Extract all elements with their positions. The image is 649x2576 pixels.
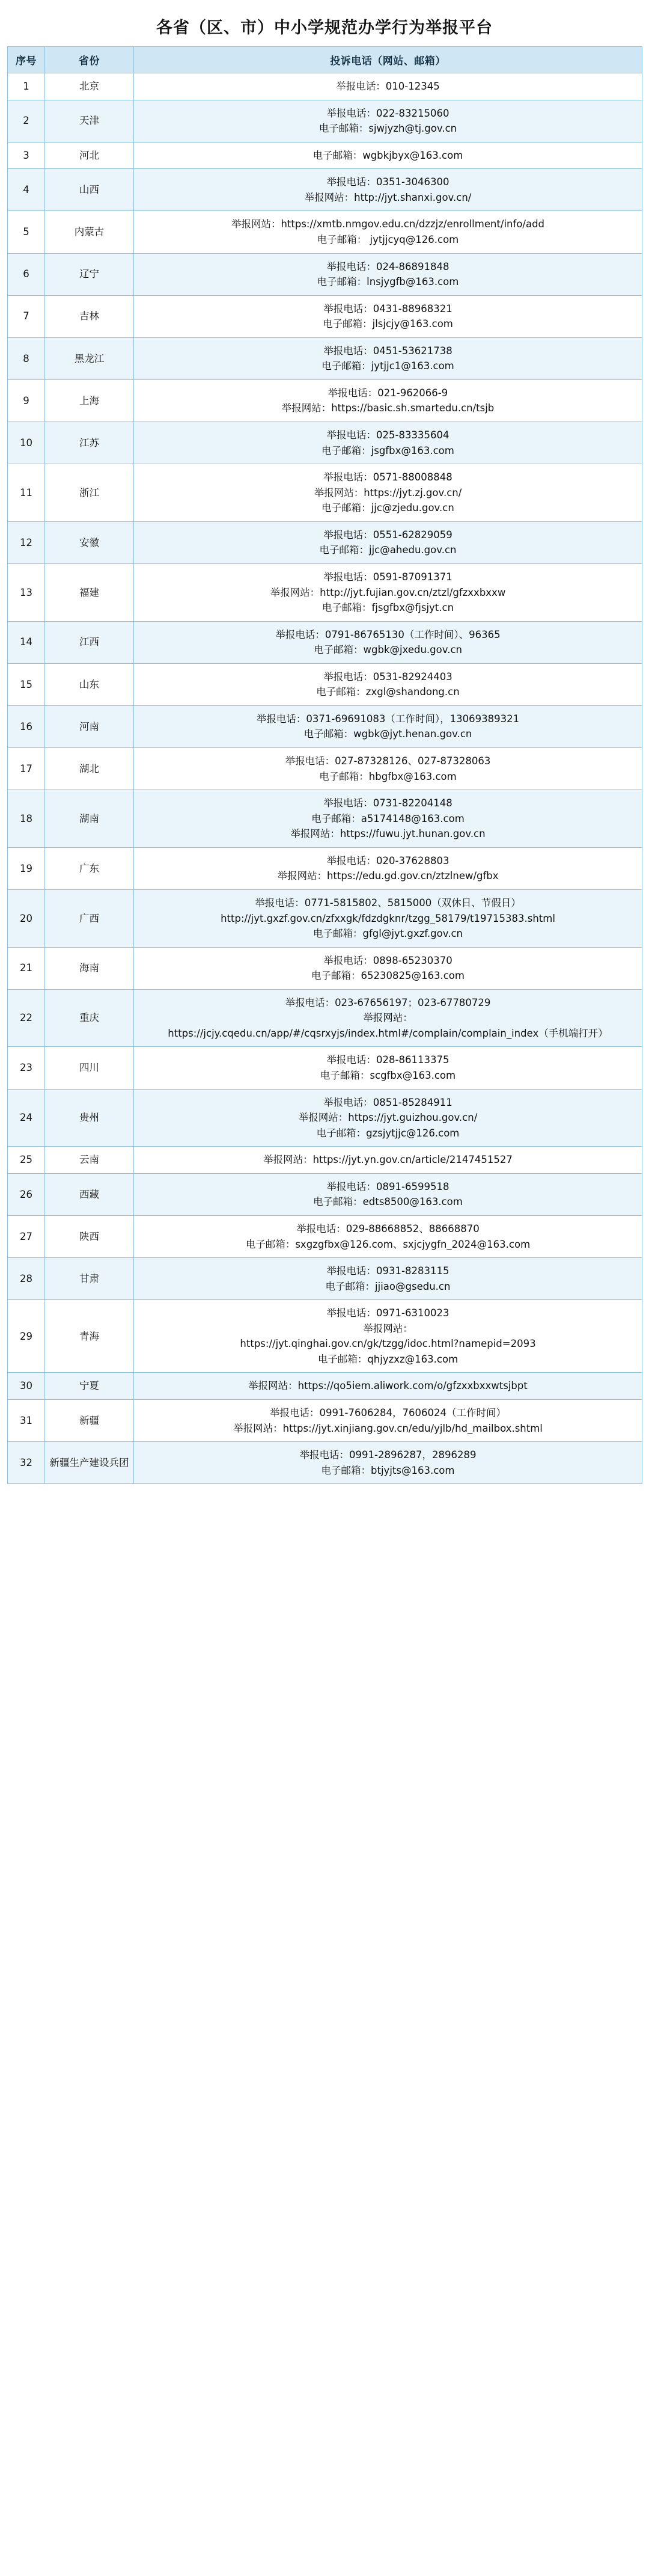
row-index: 11 (8, 464, 45, 522)
row-index: 15 (8, 663, 45, 705)
row-province: 吉林 (45, 295, 134, 337)
contact-line: 举报网站：https://qo5iem.aliwork.com/o/gfzxxbxxwtsjbpt (248, 1380, 528, 1392)
row-index: 26 (8, 1173, 45, 1215)
row-index: 12 (8, 521, 45, 563)
table-row (8, 1089, 642, 1147)
table-row (8, 295, 642, 337)
contact-line: 举报网站：https://jyt.zj.gov.cn/ (314, 486, 462, 498)
row-province: 黑龙江 (45, 337, 134, 379)
table-row (8, 337, 642, 379)
table-row (8, 521, 642, 563)
table-row (8, 1400, 642, 1442)
contact-line: 举报电话：0351-3046300 (326, 176, 449, 188)
row-contact (134, 748, 642, 790)
row-contact (134, 1442, 642, 1484)
row-index: 1 (8, 73, 45, 100)
row-index: 24 (8, 1089, 45, 1147)
row-province: 四川 (45, 1047, 134, 1089)
row-province: 天津 (45, 100, 134, 142)
row-province: 湖南 (45, 790, 134, 848)
row-index: 22 (8, 989, 45, 1047)
table-row (8, 100, 642, 142)
contact-line: 举报网站： (363, 1322, 413, 1334)
contact-line: 电子邮箱：qhjyzxz@163.com (317, 1353, 459, 1365)
row-contact (134, 337, 642, 379)
row-index: 10 (8, 422, 45, 464)
row-index: 13 (8, 563, 45, 621)
contact-line: 电子邮箱：scgfbx@163.com (320, 1070, 456, 1081)
table-row (8, 1258, 642, 1300)
row-contact (134, 947, 642, 989)
contact-line: 电子邮箱：btjyjts@163.com (321, 1464, 455, 1476)
row-contact (134, 1258, 642, 1300)
row-contact (134, 169, 642, 211)
row-province: 河北 (45, 142, 134, 169)
row-contact (134, 1173, 642, 1215)
row-index: 5 (8, 211, 45, 253)
contact-line: 电子邮箱：a5174148@163.com (311, 812, 465, 824)
row-index: 9 (8, 379, 45, 422)
contact-line: 举报电话：0431-88968321 (323, 302, 452, 314)
row-index: 30 (8, 1373, 45, 1400)
row-contact (134, 1300, 642, 1373)
contact-line: 举报电话：0791-86765130（工作时间）、96365 (275, 628, 501, 640)
contact-line: 举报电话：0991-2896287，2896289 (299, 1449, 477, 1461)
contact-line: 电子邮箱：sxgzgfbx@126.com、sxjcjygfn_2024@163.com (245, 1238, 531, 1250)
row-province: 陕西 (45, 1215, 134, 1257)
table-row (8, 889, 642, 947)
contact-line: 举报电话：0971-6310023 (326, 1307, 449, 1319)
row-contact (134, 73, 642, 100)
row-index: 27 (8, 1215, 45, 1257)
contact-line: 举报电话：0898-65230370 (323, 954, 452, 966)
column-header-index: 序号 (8, 47, 45, 73)
contact-line: 电子邮箱：wgbkjbyx@163.com (312, 149, 463, 161)
row-contact (134, 847, 642, 889)
contact-line: 电子邮箱：jjc@zjedu.gov.cn (321, 502, 454, 514)
row-index: 21 (8, 947, 45, 989)
table-row (8, 1300, 642, 1373)
contact-line: 举报电话：0591-87091371 (323, 571, 452, 583)
table-row (8, 379, 642, 422)
contact-line: 电子邮箱：sjwjyzh@tj.gov.cn (318, 123, 457, 135)
report-platform-table (7, 46, 642, 1484)
table-row (8, 1442, 642, 1484)
contact-line: 电子邮箱：jjc@ahedu.gov.cn (319, 544, 457, 556)
row-contact (134, 663, 642, 705)
contact-line: 举报电话：0731-82204148 (323, 797, 452, 809)
contact-line: 举报电话：0991-7606284，7606024（工作时间） (270, 1407, 506, 1418)
row-province: 上海 (45, 379, 134, 422)
contact-line: 电子邮箱：jytjjc1@163.com (321, 360, 454, 372)
row-province: 内蒙古 (45, 211, 134, 253)
row-contact (134, 422, 642, 464)
row-index: 14 (8, 621, 45, 663)
row-contact (134, 705, 642, 747)
contact-line: 举报电话：027-87328126、027-87328063 (285, 755, 491, 767)
contact-line: 电子邮箱：hbgfbx@163.com (319, 770, 457, 782)
row-index: 4 (8, 169, 45, 211)
row-province: 云南 (45, 1147, 134, 1174)
row-index: 32 (8, 1442, 45, 1484)
row-province: 山东 (45, 663, 134, 705)
row-contact (134, 1400, 642, 1442)
row-index: 29 (8, 1300, 45, 1373)
row-index: 8 (8, 337, 45, 379)
contact-line: 电子邮箱：65230825@163.com (311, 970, 465, 982)
row-contact (134, 1089, 642, 1147)
contact-line: 电子邮箱：wgbk@jxedu.gov.cn (314, 644, 462, 656)
column-header-contact: 投诉电话（网站、邮箱） (134, 47, 642, 73)
row-province: 浙江 (45, 464, 134, 522)
row-province: 辽宁 (45, 253, 134, 295)
contact-line: 电子邮箱：edts8500@163.com (313, 1196, 463, 1208)
row-index: 16 (8, 705, 45, 747)
row-contact (134, 211, 642, 253)
contact-line: 举报电话：020-37628803 (326, 854, 449, 866)
row-province: 海南 (45, 947, 134, 989)
table-header-row (8, 47, 642, 73)
contact-line: https://jcjy.cqedu.cn/app/#/cqsrxyjs/index.html#/complain/complain_index（手机端打开） (168, 1027, 608, 1039)
row-province: 福建 (45, 563, 134, 621)
row-index: 19 (8, 847, 45, 889)
contact-line: 举报电话：022-83215060 (326, 107, 449, 119)
contact-line: 举报电话：0931-8283115 (326, 1265, 449, 1277)
contact-line: https://jyt.qinghai.gov.cn/gk/tzgg/idoc.html?namepid=2093 (240, 1338, 536, 1350)
row-index: 18 (8, 790, 45, 848)
table-row (8, 1373, 642, 1400)
row-contact (134, 1147, 642, 1174)
contact-line: 举报电话：023-67656197；023-67780729 (285, 996, 491, 1008)
row-province: 宁夏 (45, 1373, 134, 1400)
contact-line: 举报网站：https://jyt.xinjiang.gov.cn/edu/yjlb/hd_mailbox.shtml (233, 1422, 543, 1434)
row-province: 广东 (45, 847, 134, 889)
row-index: 17 (8, 748, 45, 790)
table-row (8, 989, 642, 1047)
contact-line: 举报电话：0771-5815802、5815000（双休日、节假日） (255, 897, 521, 909)
row-contact (134, 621, 642, 663)
row-index: 31 (8, 1400, 45, 1442)
contact-line: 电子邮箱：lnsjygfb@163.com (317, 276, 459, 288)
contact-line: 举报电话：0891-6599518 (326, 1180, 449, 1192)
table-row (8, 621, 642, 663)
contact-line: 举报网站：https://fuwu.jyt.hunan.gov.cn (290, 828, 486, 840)
contact-line: 举报电话：0851-85284911 (323, 1096, 452, 1108)
contact-line: 电子邮箱：fjsgfbx@fjsjyt.cn (321, 602, 454, 614)
row-province: 新疆 (45, 1400, 134, 1442)
contact-line: 电子邮箱：wgbk@jyt.henan.gov.cn (303, 728, 472, 740)
row-contact (134, 989, 642, 1047)
contact-line: 电子邮箱： jytjjcyq@126.com (317, 233, 459, 245)
table-row (8, 847, 642, 889)
contact-line: 举报网站：http://jyt.fujian.gov.cn/ztzl/gfzxxbxxw (270, 586, 506, 598)
contact-line: 举报网站：https://edu.gd.gov.cn/ztzlnew/gfbx (277, 870, 499, 882)
contact-line: 举报网站：https://basic.sh.smartedu.cn/tsjb (281, 402, 495, 414)
contact-line: 举报电话：0451-53621738 (323, 345, 452, 357)
contact-line: 举报网站：https://jyt.guizhou.gov.cn/ (298, 1112, 478, 1124)
table-row (8, 211, 642, 253)
row-index: 3 (8, 142, 45, 169)
row-index: 2 (8, 100, 45, 142)
row-province: 甘肃 (45, 1258, 134, 1300)
table-row (8, 947, 642, 989)
row-province: 河南 (45, 705, 134, 747)
contact-line: 举报网站：https://jyt.yn.gov.cn/article/2147451527 (263, 1154, 513, 1166)
row-contact (134, 253, 642, 295)
contact-line: 举报电话：028-86113375 (326, 1054, 449, 1066)
contact-line: 举报电话：029-88668852、88668870 (296, 1222, 480, 1234)
table-row (8, 790, 642, 848)
row-province: 广西 (45, 889, 134, 947)
row-contact (134, 142, 642, 169)
row-province: 北京 (45, 73, 134, 100)
row-province: 重庆 (45, 989, 134, 1047)
page-title: 各省（区、市）中小学规范办学行为举报平台 (156, 19, 493, 37)
contact-line: 举报电话：0571-88008848 (323, 471, 452, 483)
contact-line: 电子邮箱：jjiao@gsedu.cn (325, 1280, 451, 1292)
table-row (8, 73, 642, 100)
row-province: 湖北 (45, 748, 134, 790)
table-row (8, 563, 642, 621)
row-contact (134, 521, 642, 563)
contact-line: 举报网站：https://xmtb.nmgov.edu.cn/dzzjz/enrollment/info/add (231, 218, 545, 230)
row-contact (134, 464, 642, 522)
row-province: 青海 (45, 1300, 134, 1373)
contact-line: 电子邮箱：jlsjcjy@163.com (323, 318, 453, 330)
row-index: 20 (8, 889, 45, 947)
contact-line: 举报网站： (363, 1012, 413, 1024)
row-index: 25 (8, 1147, 45, 1174)
row-contact (134, 1215, 642, 1257)
column-header-province: 省份 (45, 47, 134, 73)
row-contact (134, 100, 642, 142)
table-row (8, 169, 642, 211)
row-index: 23 (8, 1047, 45, 1089)
row-contact (134, 563, 642, 621)
row-contact (134, 1047, 642, 1089)
contact-line: 举报电话：024-86891848 (326, 260, 449, 272)
row-index: 6 (8, 253, 45, 295)
row-index: 7 (8, 295, 45, 337)
contact-line: 举报电话：0531-82924403 (323, 670, 452, 682)
row-province: 新疆生产建设兵团 (45, 1442, 134, 1484)
row-contact (134, 295, 642, 337)
row-province: 江苏 (45, 422, 134, 464)
table-row (8, 1215, 642, 1257)
table-row (8, 142, 642, 169)
table-row (8, 748, 642, 790)
table-row (8, 1047, 642, 1089)
row-province: 贵州 (45, 1089, 134, 1147)
table-row (8, 464, 642, 522)
contact-line: 电子邮箱：zxgl@shandong.cn (316, 686, 460, 698)
contact-line: 电子邮箱：gfgl@jyt.gxzf.gov.cn (313, 928, 463, 940)
table-row (8, 663, 642, 705)
contact-line: 举报电话：021-962066-9 (328, 387, 448, 399)
row-province: 江西 (45, 621, 134, 663)
row-contact (134, 889, 642, 947)
row-province: 山西 (45, 169, 134, 211)
table-row (8, 705, 642, 747)
contact-line: 电子邮箱：gzsjytjjc@126.com (316, 1127, 460, 1139)
contact-line: 电子邮箱：jsgfbx@163.com (321, 444, 454, 456)
table-row (8, 253, 642, 295)
table-row (8, 422, 642, 464)
table-row (8, 1173, 642, 1215)
table-row (8, 1147, 642, 1174)
row-contact (134, 379, 642, 422)
contact-line: 举报电话：010-12345 (336, 81, 440, 92)
contact-line: 举报网站：http://jyt.shanxi.gov.cn/ (304, 191, 472, 203)
contact-line: 举报电话：0551-62829059 (323, 529, 452, 541)
row-province: 西藏 (45, 1173, 134, 1215)
table-body (8, 73, 642, 1484)
row-index: 28 (8, 1258, 45, 1300)
row-contact (134, 790, 642, 848)
contact-line: http://jyt.gxzf.gov.cn/zfxxgk/fdzdgknr/tzgg_58179/t19715383.shtml (221, 912, 555, 924)
row-contact (134, 1373, 642, 1400)
contact-line: 举报电话：025-83335604 (326, 429, 449, 441)
contact-line: 举报电话：0371-69691083（工作时间），13069389321 (256, 713, 520, 725)
row-province: 安徽 (45, 521, 134, 563)
